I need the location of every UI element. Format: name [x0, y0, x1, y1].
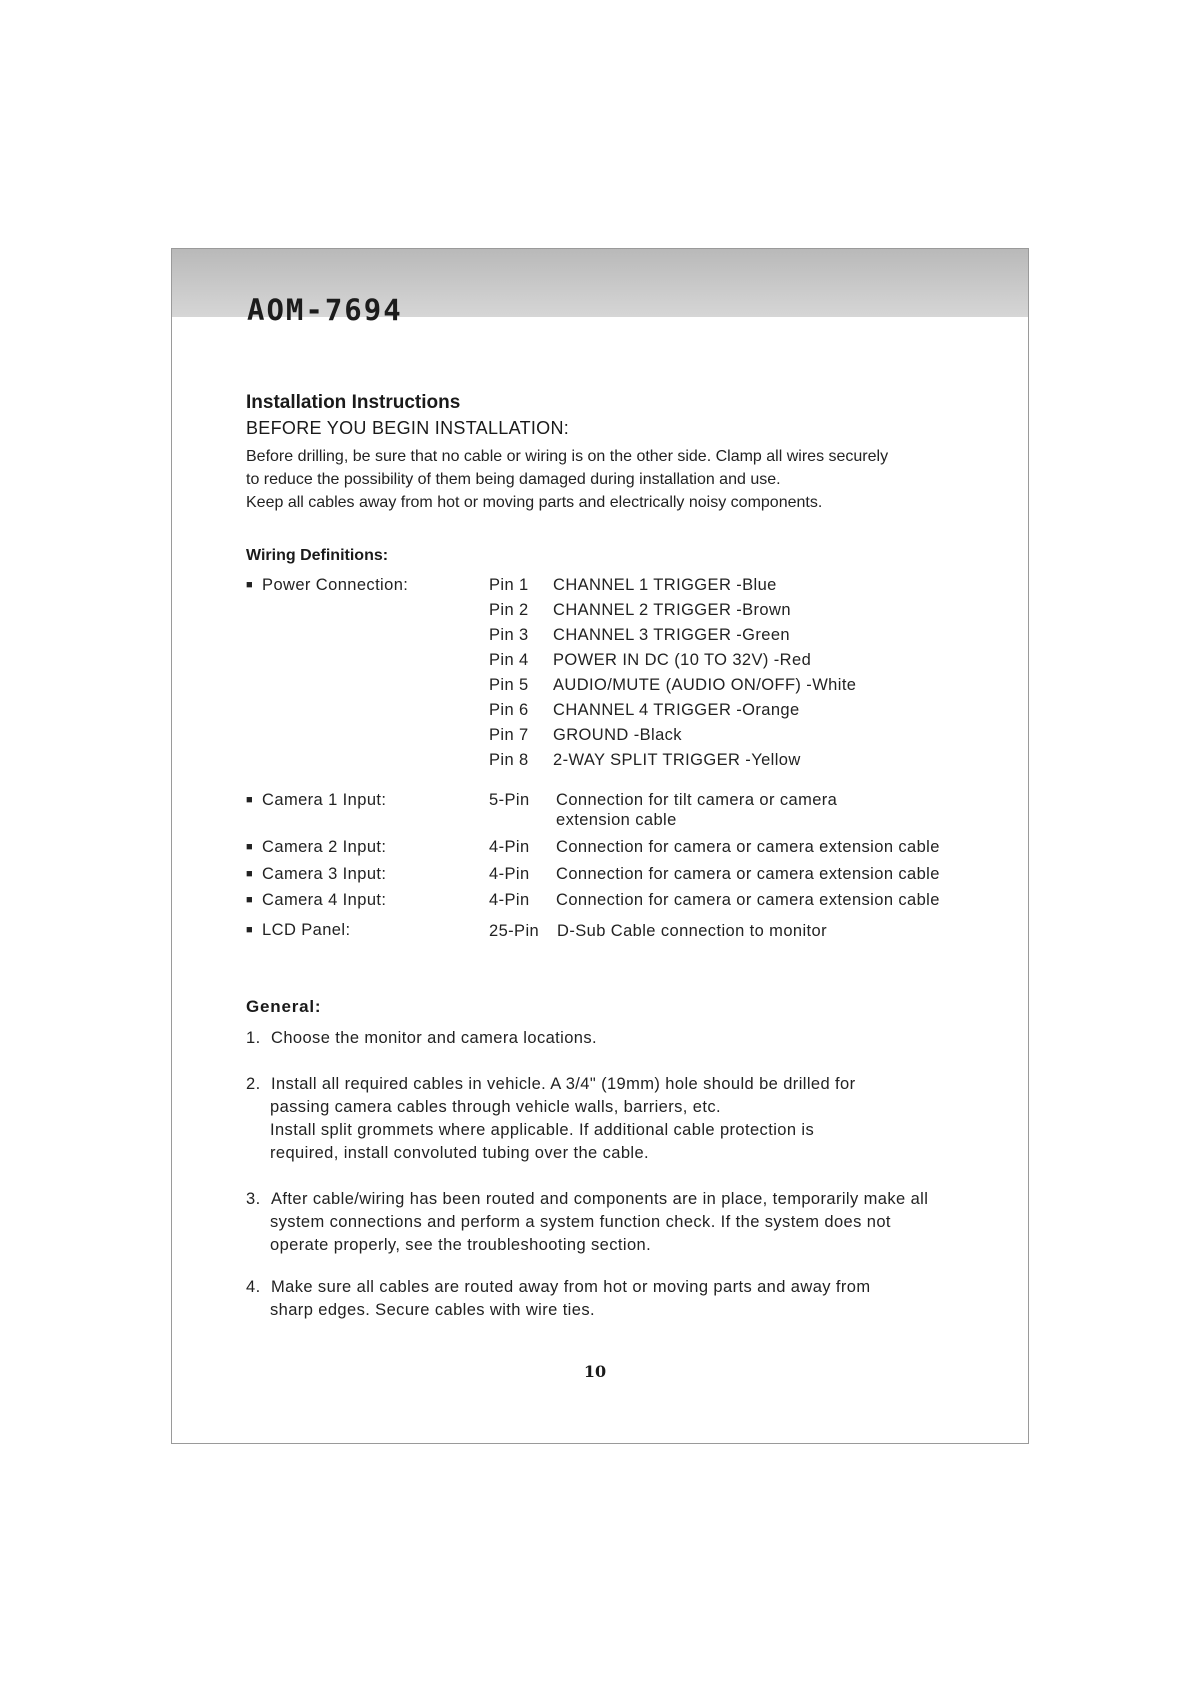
intro-line-2: to reduce the possibility of them being damaged during installation and use. [246, 471, 781, 488]
lcd-panel-connector: 25-Pin [489, 922, 540, 940]
bullet-icon: ■ [246, 794, 254, 806]
pin-desc: CHANNEL 1 TRIGGER -Blue [553, 576, 777, 594]
camera-3-label: ■ Camera 3 Input: [246, 865, 387, 883]
model-title: AOM-7694 [247, 293, 403, 327]
pin-desc: CHANNEL 4 TRIGGER -Orange [553, 701, 800, 719]
camera-1-desc: Connection for tilt camera or camera [556, 791, 838, 809]
camera-2-connector: 4-Pin [489, 838, 530, 856]
camera-4-connector: 4-Pin [489, 891, 530, 909]
pin-label: Pin 4 [489, 651, 529, 669]
pin-desc: GROUND -Black [553, 726, 682, 744]
pin-label: Pin 2 [489, 601, 529, 619]
general-item-line: passing camera cables through vehicle walls, barriers, etc. [270, 1098, 721, 1116]
general-item-line: sharp edges. Secure cables with wire ties. [270, 1301, 595, 1319]
bullet-icon: ■ [246, 894, 254, 906]
camera-4-label: ■ Camera 4 Input: [246, 891, 387, 909]
general-item-number: 3. [246, 1190, 261, 1208]
power-connection-label: ■ Power Connection: [246, 576, 409, 594]
camera-3-desc: Connection for camera or camera extension cable [556, 865, 940, 883]
general-item-line: required, install convoluted tubing over the cable. [270, 1144, 650, 1162]
general-item-line: Choose the monitor and camera locations. [271, 1029, 598, 1047]
pin-desc: CHANNEL 2 TRIGGER -Brown [553, 601, 791, 619]
pin-label: Pin 8 [489, 751, 529, 769]
pin-label: Pin 5 [489, 676, 529, 694]
wiring-title: Wiring Definitions: [246, 547, 389, 564]
camera-1-connector: 5-Pin [489, 791, 530, 809]
intro-line-3: Keep all cables away from hot or moving parts and electrically noisy components. [246, 494, 823, 511]
general-item-number: 4. [246, 1278, 261, 1296]
pin-label: Pin 3 [489, 626, 529, 644]
general-item-number: 1. [246, 1029, 261, 1047]
general-item-number: 2. [246, 1075, 261, 1093]
lcd-panel-desc: D-Sub Cable connection to monitor [557, 922, 828, 940]
section-subtitle: BEFORE YOU BEGIN INSTALLATION: [246, 418, 570, 438]
pin-label: Pin 1 [489, 576, 529, 594]
general-title: General: [246, 997, 322, 1016]
section-title: Installation Instructions [246, 392, 461, 413]
pin-label: Pin 7 [489, 726, 529, 744]
camera-1-desc-cont: extension cable [556, 811, 677, 829]
intro-line-1: Before drilling, be sure that no cable or wiring is on the other side. Clamp all wires securely [246, 448, 889, 465]
bullet-icon: ■ [246, 841, 254, 853]
camera-2-label: ■ Camera 2 Input: [246, 838, 387, 856]
pin-desc: POWER IN DC (10 TO 32V) -Red [553, 651, 812, 669]
general-item-line: system connections and perform a system function check. If the system does not [270, 1213, 891, 1231]
general-item-line: After cable/wiring has been routed and components are in place, temporarily make all [271, 1190, 929, 1208]
pin-desc: AUDIO/MUTE (AUDIO ON/OFF) -White [553, 676, 857, 694]
camera-2-desc: Connection for camera or camera extension cable [556, 838, 940, 856]
general-item-line: Install split grommets where applicable. If additional cable protection is [270, 1121, 815, 1139]
bullet-icon: ■ [246, 924, 254, 936]
camera-3-connector: 4-Pin [489, 865, 530, 883]
camera-1-label: ■ Camera 1 Input: [246, 791, 387, 809]
page-number: 10 [583, 1362, 607, 1381]
general-item-line: Install all required cables in vehicle. A 3/4" (19mm) hole should be drilled for [271, 1075, 856, 1093]
bullet-icon: ■ [246, 868, 254, 880]
general-item-line: Make sure all cables are routed away from hot or moving parts and away from [271, 1278, 871, 1296]
camera-4-desc: Connection for camera or camera extension cable [556, 891, 940, 909]
pin-label: Pin 6 [489, 701, 529, 719]
bullet-icon: ■ [246, 579, 254, 591]
general-item-line: operate properly, see the troubleshooting section. [270, 1236, 652, 1254]
pin-desc: 2-WAY SPLIT TRIGGER -Yellow [553, 751, 801, 769]
pin-desc: CHANNEL 3 TRIGGER -Green [553, 626, 790, 644]
lcd-panel-label: ■ LCD Panel: [246, 921, 351, 939]
